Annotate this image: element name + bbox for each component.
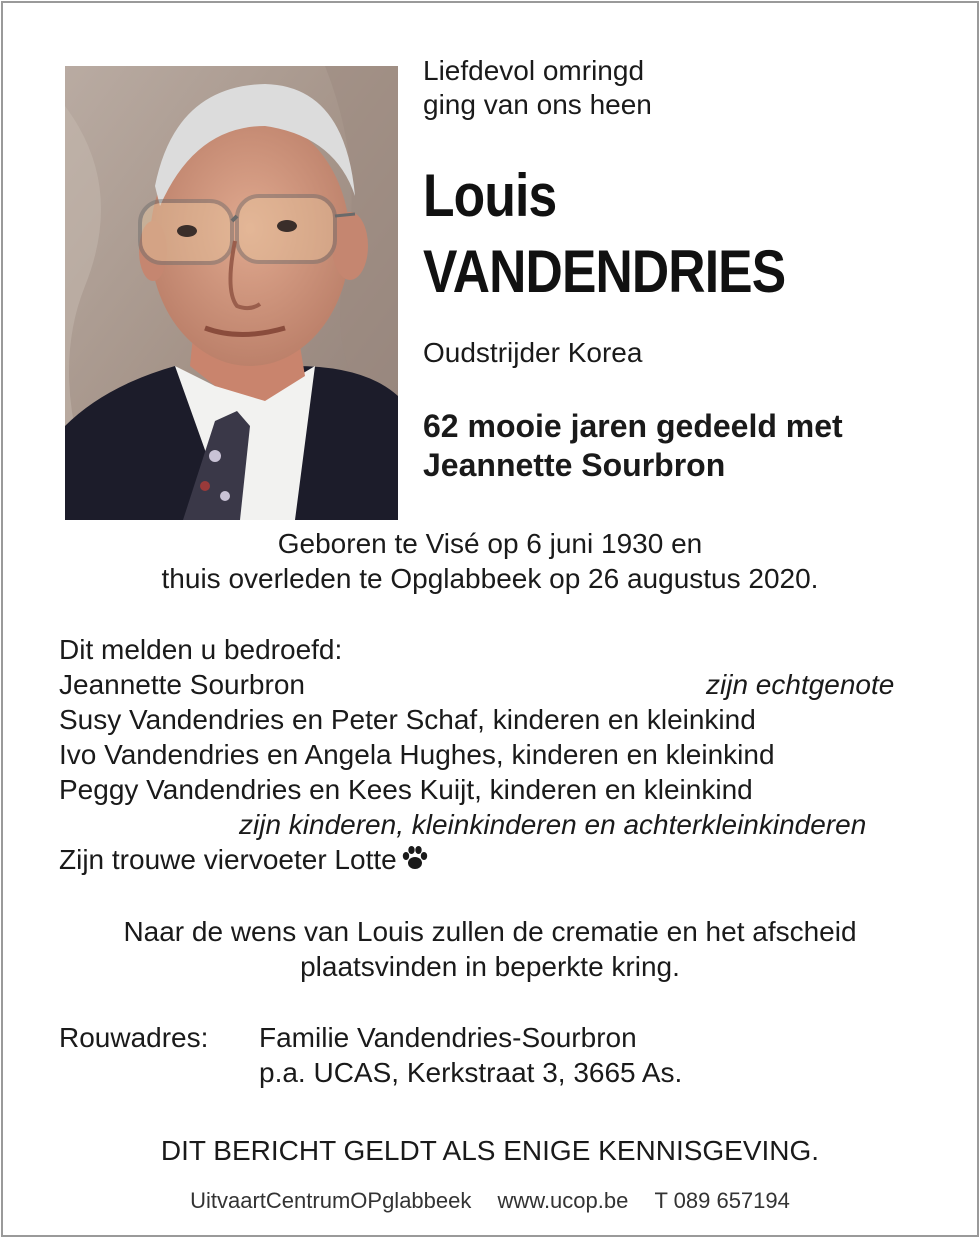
footer-phone: T 089 657194 [654,1188,790,1213]
family-line-1: Susy Vandendries en Peter Schaf, kinderen en kleinkind [59,704,756,735]
partner-text [423,407,843,485]
intro-line-1: Liefdevol omringd [423,55,645,86]
footer [0,1186,980,1216]
wish-line-1: Naar de wens van Louis zullen de crematie en het afscheid [123,916,857,947]
first-name: Louis [423,162,557,229]
address-label: Rouwadres: [59,1022,209,1053]
birth-line: Geboren te Visé op 6 juni 1930 en [277,528,703,559]
paw-icon [401,844,429,879]
wish-text [0,914,980,984]
pet-line [59,842,429,879]
intro-line-2: ging van ons heen [423,89,652,120]
family-summary: zijn kinderen, kleinkinderen en achterkleinkinderen [239,809,867,840]
spouse-name: Jeannette Sourbron [59,669,305,700]
family-line-2: Ivo Vandendries en Angela Hughes, kinderen en kleinkind [59,739,775,770]
deceased-name [423,158,785,310]
partner-line-2: Jeannette Sourbron [423,447,726,483]
footer-website: www.ucop.be [497,1188,629,1213]
death-line: thuis overleden te Opglabbeek op 26 augustus 2020. [161,563,819,594]
footer-company: UitvaartCentrumOPglabbeek [190,1188,472,1213]
portrait-photo [65,66,398,520]
partner-line-1: 62 mooie jaren gedeeld met [423,408,843,444]
address-line-2: p.a. UCAS, Kerkstraat 3, 3665 As. [259,1057,683,1088]
pet-text: Zijn trouwe viervoeter Lotte [59,844,397,875]
address-block [259,1020,682,1090]
notice-text: DIT BERICHT GELDT ALS ENIGE KENNISGEVING. [160,1135,820,1166]
subtitle: Oudstrijder Korea [423,337,643,368]
spouse-role: zijn echtgenote [706,669,895,700]
address-line-1: Familie Vandendries-Sourbron [259,1022,637,1053]
announcement [59,632,929,892]
announcement-heading: Dit melden u bedroefd: [59,634,343,665]
family-line-3: Peggy Vandendries en Kees Kuijt, kinderen en kleinkind [59,774,753,805]
birth-death-info [0,526,980,596]
intro-text [423,54,652,122]
last-name: VANDENDRIES [423,238,786,305]
wish-line-2: plaatsvinden in beperkte kring. [300,951,680,982]
